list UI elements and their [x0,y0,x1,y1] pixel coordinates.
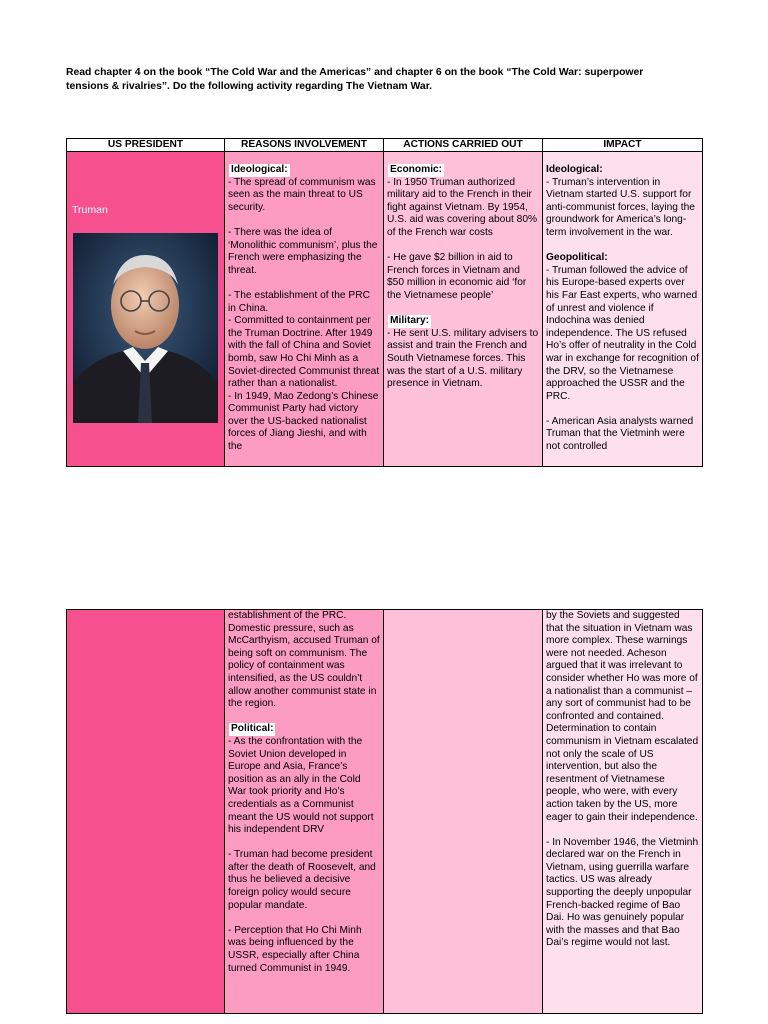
impact-text: - Truman followed the advice of his Europe-based experts over his Far East experts, who warned of unrest and violence if Indochina was denied independence. The US refused Ho’s offer of neutrality in the Cold war in exchange for recognition of the DRV, so the Vietnamese approached the USSR and the PRC. [546,264,699,402]
reason-text: establishment of the PRC. Domestic pressure, such as McCarthyism, accused Truman of being soft on communism. The policy of containment was intensified, as the US couldn’t allow another communist state in the region. [228,610,380,710]
action-text: - He sent U.S. military advisers to assist and train the French and South Vietnamese forces. This was the start of a U.S. military presence in Vietnam. [387,327,539,390]
action-text: - In 1950 Truman authorized military aid to the French in their fight against Vietnam. By 1954, U.S. aid was covering about 80% of the French war costs [387,176,538,238]
reason-text: - Truman had become president after the death of Roosevelt, and thus he believed a decisive foreign policy would secure popular mandate. [228,849,376,911]
instructions-line-1: Read chapter 4 on the book “The Cold War and the Americas” and chapter 6 on the book “The Cold War: superpower [66,67,644,78]
actions-cell [384,152,543,467]
vietnam-activity-table [66,138,703,467]
political-label: Political: [231,723,274,735]
impact-text: - Truman’s intervention in Vietnam started U.S. support for anti-communist forces, laying the groundwork for America’s long-term involvement in the war. [546,176,695,238]
reason-text: - There was the idea of ‘Monolithic communism’, plus the French were emphasizing the threat. [228,226,378,276]
impact-cell [543,152,703,467]
table-header-row [67,139,703,152]
president-name: Truman [72,204,108,216]
reason-text: - In 1949, Mao Zedong’s Chinese Communist Party had victory over the US-backed nationalist forces of Jiang Jieshi, and with the [228,390,379,453]
reason-text: - Committed to containment per the Truman Doctrine. After 1949 with the fall of China and Soviet bomb, saw Ho Chi Minh as a Soviet-directed Communist threat rather than a nationalist. [228,315,380,390]
actions-cell [384,610,543,1014]
reasons-cell [225,152,384,467]
military-label: Military: [390,315,430,327]
economic-label: Economic: [390,164,443,175]
instructions-line-2: tensions & rivalries”. Do the following activity regarding The Vietnam War. [66,81,433,92]
geopolitical-impact-label: Geopolitical: [546,252,608,264]
ideological-impact-label: Ideological: [546,164,603,175]
reason-text: - As the confrontation with the Soviet Union developed in Europe and Asia, France’s position as an ally in the Cold War took priority and Ho’s credentials as a Communist meant the US would not support his independent DRV [228,735,374,836]
ideological-label: Ideological: [231,164,288,175]
truman-portrait-image [73,233,218,423]
president-cell [67,610,225,1014]
reason-text: - The spread of communism was seen as the main threat to US security. [228,176,376,213]
impact-text: - American Asia analysts warned Truman that the Vietminh were not controlled [546,415,694,453]
header-reasons-involvement: REASONS INVOLVEMENT [225,139,384,152]
action-text: - He gave $2 billion in aid to French forces in Vietnam and $50 million in economic aid ‘for the Vietnamese people’ [387,252,527,301]
header-impact: IMPACT [543,139,703,152]
president-cell [67,152,225,467]
impact-cell [543,610,703,1014]
table-row [67,152,703,467]
reasons-cell [225,610,384,1014]
header-us-president: US PRESIDENT [67,139,225,152]
reason-text: - Perception that Ho Chi Minh was being influenced by the USSR, especially after China turned Communist in 1949. [228,924,362,974]
impact-text: - In November 1946, the Vietminh declared war on the French in Vietnam, using guerrilla warfare tactics. US was already supporting the deeply unpopular French-backed regime of Bao Dai. Ho was genuinely popular with the masses and that Bao Dai’s regime would not last. [546,836,699,949]
impact-text: by the Soviets and suggested that the situation in Vietnam was more complex. These warnings were not needed. Acheson argued that it was irrelevant to consider whether Ho was more of a nationalist than a communist – any sort of communist had to be confronted and contained. Determination to contain communism in Vietnam escalated not only the scale of US intervention, but also the resentment of Vietnamese people, who were, with every action taken by the US, more eager to gain their independence. [546,610,699,823]
reason-text: - The establishment of the PRC in China. [228,289,370,314]
vietnam-activity-table-continued [66,609,703,1014]
assignment-instructions [66,66,716,94]
table-row [67,610,703,1014]
header-actions-carried-out: ACTIONS CARRIED OUT [384,139,543,152]
